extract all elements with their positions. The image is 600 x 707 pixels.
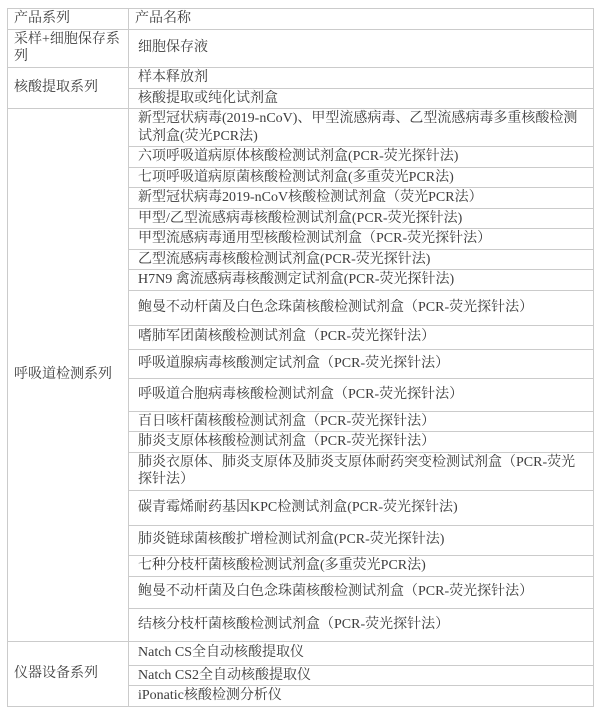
table-row [8,641,594,665]
series-cell: 仪器设备系列 [8,641,129,706]
product-cell: 甲型/乙型流感病毒核酸检测试剂盒(PCR-荧光探针法) [129,208,594,229]
product-cell: 鲍曼不动杆菌及白色念珠菌核酸检测试剂盒（PCR-荧光探针法） [129,290,594,325]
product-cell: 七项呼吸道病原菌核酸检测试剂盒(多重荧光PCR法) [129,167,594,188]
product-cell: 细胞保存液 [129,29,594,67]
table-header-row [8,9,594,30]
product-cell: iPonatic核酸检测分析仪 [129,686,594,707]
product-cell: 乙型流感病毒核酸检测试剂盒(PCR-荧光探针法) [129,249,594,270]
product-cell: 肺炎链球菌核酸扩增检测试剂盒(PCR-荧光探针法) [129,525,594,555]
product-cell: Natch CS全自动核酸提取仪 [129,641,594,665]
column-header-product-name: 产品名称 [129,9,594,30]
table-body [8,29,594,706]
product-cell: 嗜肺军团菌核酸检测试剂盒（PCR-荧光探针法） [129,325,594,349]
table-row [8,67,594,88]
product-cell: Natch CS2全自动核酸提取仪 [129,665,594,686]
product-cell: 六项呼吸道病原体核酸检测试剂盒(PCR-荧光探针法) [129,147,594,168]
product-cell: 七种分枝杆菌核酸检测试剂盒(多重荧光PCR法) [129,555,594,576]
product-cell: 鲍曼不动杆菌及白色念珠菌核酸检测试剂盒（PCR-荧光探针法） [129,576,594,608]
product-cell: 新型冠状病毒2019-nCoV核酸检测试剂盒（荧光PCR法） [129,188,594,209]
series-cell: 呼吸道检测系列 [8,109,129,642]
series-cell: 核酸提取系列 [8,67,129,109]
product-cell: 新型冠状病毒(2019-nCoV)、甲型流感病毒、乙型流感病毒多重核酸检测试剂盒(荧光PCR法) [129,109,594,147]
product-cell: H7N9 禽流感病毒核酸测定试剂盒(PCR-荧光探针法) [129,270,594,291]
product-table [7,8,594,707]
product-cell: 肺炎衣原体、肺炎支原体及肺炎支原体耐药突变检测试剂盒（PCR-荧光探针法） [129,452,594,490]
product-cell: 结核分枝杆菌核酸检测试剂盒（PCR-荧光探针法） [129,608,594,641]
table-row [8,29,594,67]
table-row [8,109,594,147]
product-cell: 呼吸道腺病毒核酸测定试剂盒（PCR-荧光探针法） [129,349,594,378]
product-cell: 甲型流感病毒通用型核酸检测试剂盒（PCR-荧光探针法） [129,229,594,250]
product-cell: 肺炎支原体核酸检测试剂盒（PCR-荧光探针法） [129,432,594,453]
series-cell: 采样+细胞保存系列 [8,29,129,67]
product-cell: 呼吸道合胞病毒核酸检测试剂盒（PCR-荧光探针法） [129,378,594,411]
product-cell: 核酸提取或纯化试剂盒 [129,88,594,109]
product-cell: 碳青霉烯耐药基因KPC检测试剂盒(PCR-荧光探针法) [129,490,594,525]
column-header-product-series: 产品系列 [8,9,129,30]
product-cell: 样本释放剂 [129,67,594,88]
product-cell: 百日咳杆菌核酸检测试剂盒（PCR-荧光探针法） [129,411,594,432]
